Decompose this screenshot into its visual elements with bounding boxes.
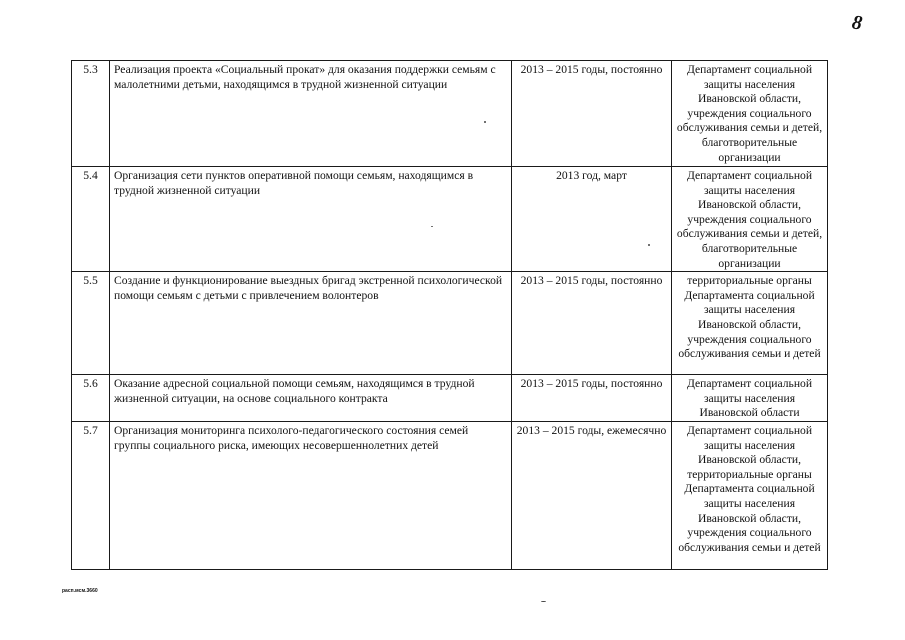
row-number: 5.5 (72, 272, 110, 375)
row-executor: Департамент социальной защиты населения Ивановской области, учреждения социального обслуживания семьи и детей, благотворительные организации (672, 61, 828, 167)
row-term: 2013 – 2015 годы, постоянно (512, 272, 672, 375)
row-term: 2013 – 2015 годы, постоянно (512, 375, 672, 422)
scan-speck (484, 121, 486, 123)
page-number: 8 (850, 11, 864, 35)
row-term: 2013 год, март (512, 167, 672, 272)
row-number: 5.6 (72, 375, 110, 422)
row-executor: Департамент социальной защиты населения Ивановской области (672, 375, 828, 422)
row-description: Оказание адресной социальной помощи семьям, находящимся в трудной жизненной ситуации, на основе социального контракта (110, 375, 512, 422)
row-description: Организация сети пунктов оперативной помощи семьям, находящимся в трудной жизненной ситуации (110, 167, 512, 272)
table-row (72, 272, 828, 375)
table-row (72, 61, 828, 167)
row-executor: Департамент социальной защиты населения Ивановской области, учреждения социального обслуживания семьи и детей, благотворительные организации (672, 167, 828, 272)
row-description: Создание и функционирование выездных бригад экстренной психологической помощи семьям с детьми с привлечением волонтеров (110, 272, 512, 375)
row-executor: Департамент социальной защиты населения Ивановской области, территориальные органы Департамента социальной защиты населения Ивановской области, учреждения социального обслуживания семьи и детей (672, 421, 828, 569)
measures-table (71, 60, 828, 570)
scan-speck (648, 244, 650, 246)
table-row (72, 375, 828, 422)
table-row (72, 167, 828, 272)
row-executor: территориальные органы Департамента социальной защиты населения Ивановской области, учреждения социального обслуживания семьи и детей (672, 272, 828, 375)
row-term: 2013 – 2015 годы, ежемесячно (512, 421, 672, 569)
row-number: 5.7 (72, 421, 110, 569)
row-description: Реализация проекта «Социальный прокат» для оказания поддержки семьям с малолетними детьми, находящимся в трудной жизненной ситуации (110, 61, 512, 167)
table-row (72, 421, 828, 569)
row-term: 2013 – 2015 годы, постоянно (512, 61, 672, 167)
row-description: Организация мониторинга психолого-педагогического состояния семей группы социального риска, имеющих несовершеннолетних детей (110, 421, 512, 569)
scan-speck (431, 226, 433, 227)
footer-code: расп.мсм.3660 (62, 588, 98, 594)
scan-speck (541, 601, 546, 602)
row-number: 5.3 (72, 61, 110, 167)
row-number: 5.4 (72, 167, 110, 272)
